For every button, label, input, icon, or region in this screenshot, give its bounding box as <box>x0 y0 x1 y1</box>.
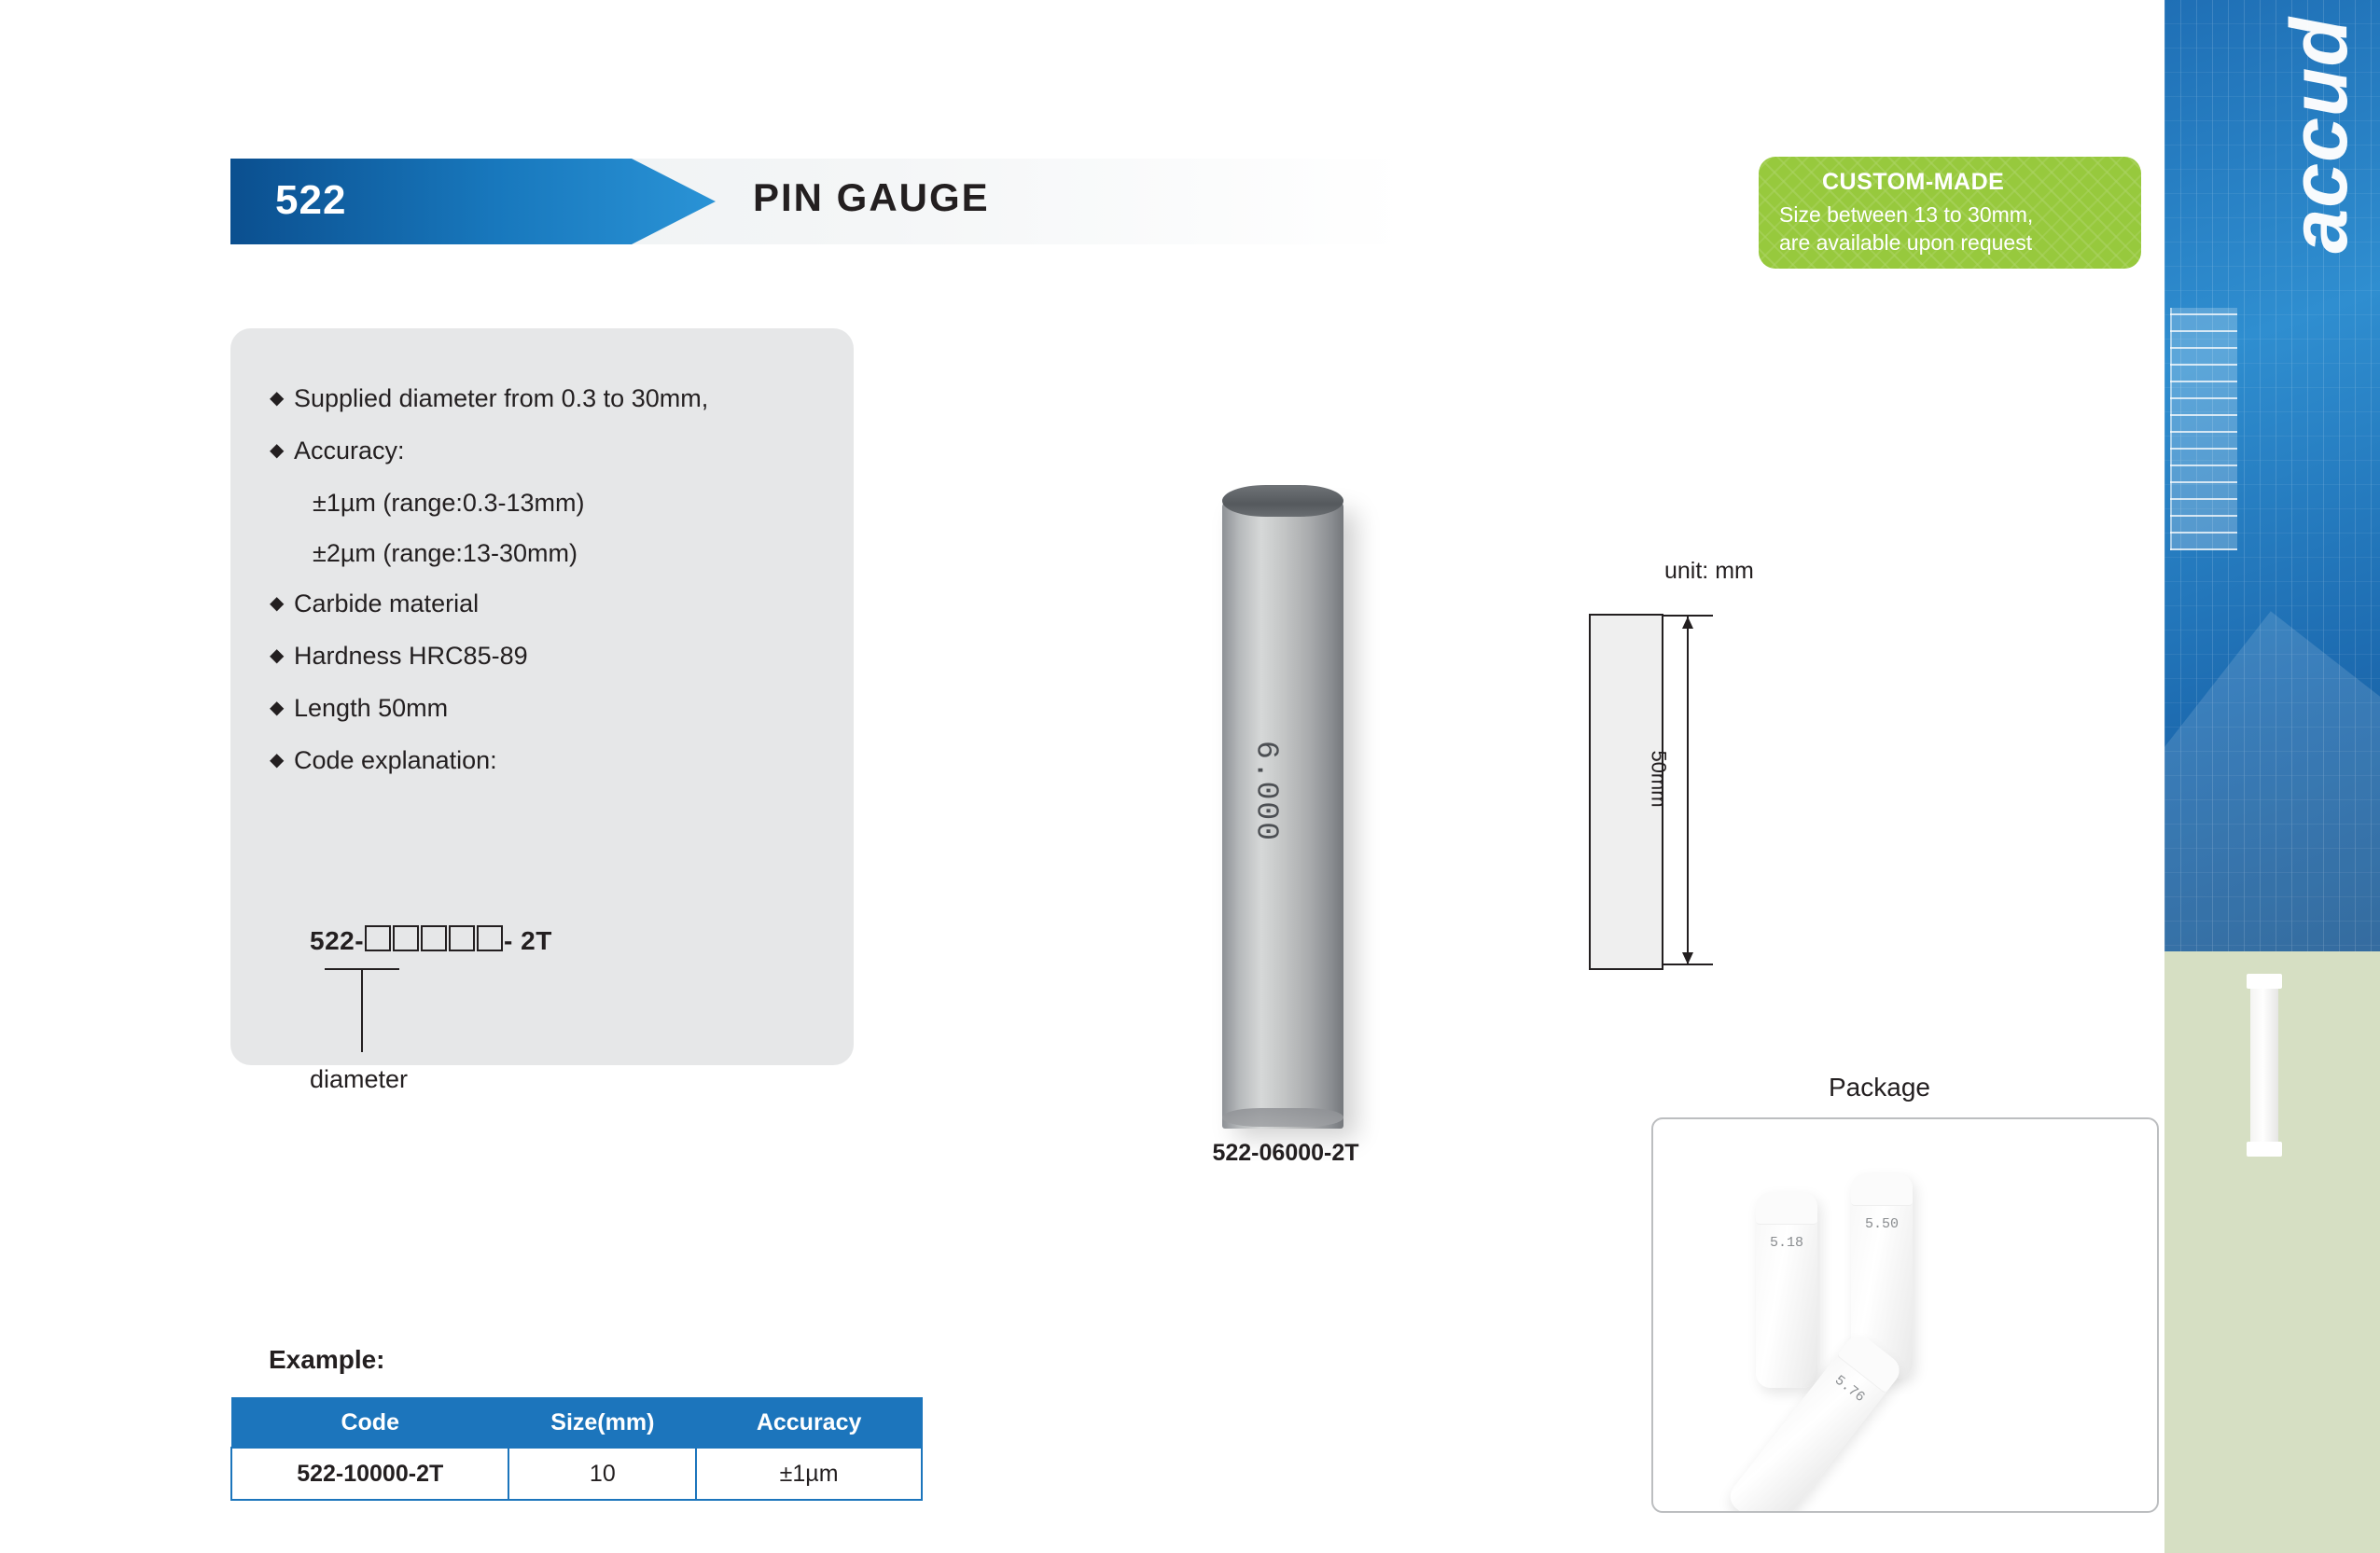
cell-accuracy: ±1µm <box>696 1448 922 1500</box>
leader-line-vertical <box>361 968 363 1052</box>
spec-item <box>270 744 829 776</box>
package-pin <box>1756 1192 1817 1388</box>
bullet-icon: ◆ <box>270 593 285 614</box>
code-digit-box <box>365 925 391 951</box>
package-title: Package <box>1829 1073 1930 1102</box>
bullet-icon: ◆ <box>270 645 285 666</box>
column-header-size: Size(mm) <box>508 1398 696 1449</box>
pin-bottom-shading <box>1222 1108 1343 1127</box>
header-number: 522 <box>275 177 347 223</box>
code-prefix: 522- <box>310 926 365 955</box>
example-table <box>230 1397 923 1501</box>
spec-item-label: Length 50mm <box>294 694 449 722</box>
dimension-arrow-bottom <box>1682 952 1693 964</box>
table-row <box>231 1448 922 1500</box>
package-pin-cap <box>1851 1173 1913 1206</box>
package-pin-label: 5.18 <box>1769 1235 1803 1251</box>
package-pin-label: 5.76 <box>1831 1372 1868 1407</box>
unit-label: unit: mm <box>1664 558 1754 584</box>
specification-list <box>270 382 829 797</box>
code-digit-box <box>393 925 419 951</box>
accuracy-range-2: ±2µm (range:13-30mm) <box>313 539 578 567</box>
column-header-code: Code <box>231 1398 508 1449</box>
bullet-icon: ◆ <box>270 698 285 718</box>
pin-gauge-icon <box>2250 981 2278 1149</box>
pin-top-face <box>1222 485 1343 517</box>
bullet-icon: ◆ <box>270 750 285 770</box>
spec-item <box>270 435 829 466</box>
specification-panel <box>230 328 854 1093</box>
table-header-row <box>231 1398 922 1449</box>
pin-model-code: 522-06000-2T <box>1212 1140 1359 1166</box>
spec-item-label: Accuracy: <box>294 437 405 465</box>
pin-gauge-photo <box>1222 476 1353 1138</box>
bullet-icon: ◆ <box>270 388 285 409</box>
pin-marking: 6.000 <box>1248 740 1284 843</box>
code-explanation <box>310 925 795 956</box>
spec-item-label: Carbide material <box>294 589 480 617</box>
rail-white-wedge <box>1993 471 2164 583</box>
spec-item-label: Hardness HRC85-89 <box>294 642 528 670</box>
spec-item-label: Code explanation: <box>294 746 497 774</box>
spec-item <box>270 382 829 414</box>
ruler-graphic <box>2170 308 2237 550</box>
spec-item <box>270 588 829 619</box>
accuracy-range-1: ±1µm (range:0.3-13mm) <box>313 489 585 517</box>
brand-wordmark: accud <box>2275 17 2364 254</box>
spec-item-label: Supplied diameter from 0.3 to 30mm, <box>294 384 709 412</box>
cell-size: 10 <box>508 1448 696 1500</box>
code-suffix: - 2T <box>504 926 552 955</box>
custom-made-badge <box>1759 157 2141 269</box>
column-header-accuracy: Accuracy <box>696 1398 922 1449</box>
spec-item <box>270 692 829 724</box>
dimension-arrow-top <box>1682 617 1693 629</box>
cell-code: 522-10000-2T <box>231 1448 508 1500</box>
package-photo <box>1651 1117 2159 1513</box>
badge-title: CUSTOM-MADE <box>1822 169 2005 195</box>
package-pin-cap <box>1756 1192 1817 1225</box>
bullet-icon: ◆ <box>270 440 285 461</box>
code-digit-box <box>421 925 447 951</box>
badge-line-1: Size between 13 to 30mm, <box>1779 202 2034 227</box>
spec-item <box>270 640 829 672</box>
code-digit-box <box>449 925 475 951</box>
page-title: PIN GAUGE <box>753 175 990 219</box>
diameter-label: diameter <box>310 1065 409 1093</box>
package-pin-label: 5.50 <box>1864 1216 1899 1232</box>
brand-rail <box>2164 0 2380 970</box>
page-header <box>230 159 1406 244</box>
dimension-line <box>1687 616 1689 964</box>
example-label: Example: <box>269 1345 385 1374</box>
badge-line-2: are available upon request <box>1779 230 2033 255</box>
code-digit-box <box>477 925 503 951</box>
dimension-length-label: 50mm <box>1647 750 1671 808</box>
rail-lower-panel <box>2164 951 2380 1553</box>
